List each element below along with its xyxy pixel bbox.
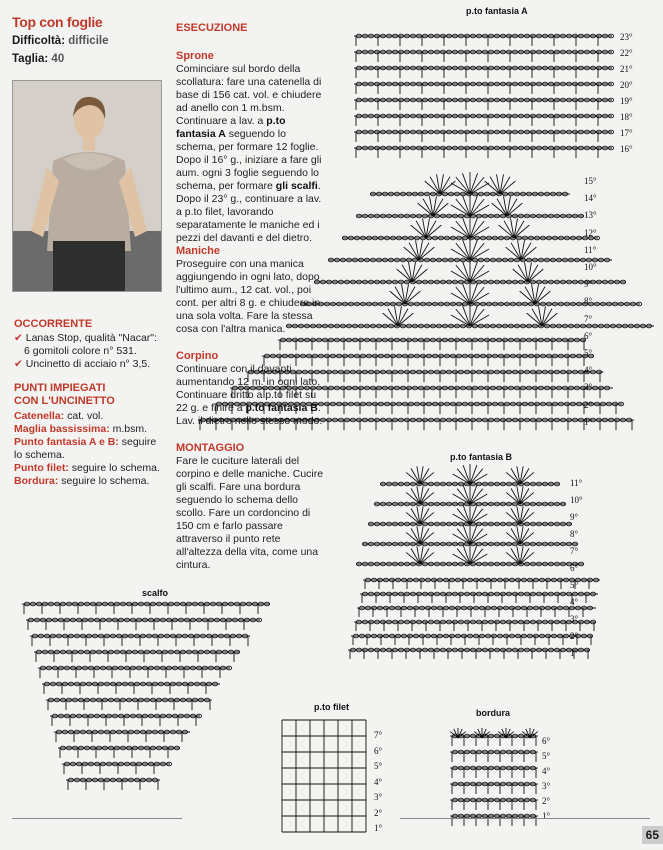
filet-row-number: 5° bbox=[374, 761, 383, 771]
fantasia-b-row-number: 5° bbox=[570, 580, 579, 590]
size-label: Taglia: bbox=[12, 53, 49, 65]
bordura-row-number: 1° bbox=[542, 811, 551, 821]
fantasia-a-row-number: 12° bbox=[584, 227, 597, 238]
fantasia-b-row-number: 11° bbox=[570, 478, 583, 488]
stitch-desc: seguire lo schema. bbox=[71, 462, 160, 474]
filet-row-number: 6° bbox=[374, 745, 383, 756]
fantasia-a-row-number: 6° bbox=[584, 330, 593, 341]
fantasia-b-row-number: 3° bbox=[570, 614, 579, 624]
fantasia-a-row-number: 5° bbox=[584, 348, 593, 358]
fantasia-b-row-number: 8° bbox=[570, 529, 579, 539]
filet-row-number: 3° bbox=[374, 792, 383, 802]
corpino-heading: Corpino bbox=[176, 350, 219, 362]
stitch-name: Bordura: bbox=[14, 475, 59, 487]
fantasia-b-row-number: 4° bbox=[570, 597, 579, 607]
check-icon: ✔ bbox=[14, 358, 23, 370]
list-item-text: Lanas Stop, qualità "Nacar": 6 gomitoli colore n° 531. bbox=[24, 332, 157, 357]
paragraph-text: . Lav. il dietro nello stesso modo. bbox=[176, 402, 323, 427]
fantasia-a-row-number: 17° bbox=[620, 128, 633, 138]
fantasia-a-row-number: 3° bbox=[584, 382, 593, 393]
filet-row-number: 2° bbox=[374, 807, 383, 818]
fantasia-a-row-number: 8° bbox=[584, 296, 593, 307]
stitch-desc: seguire lo schema. bbox=[61, 475, 150, 487]
fantasia-a-row-number: 21° bbox=[620, 64, 633, 74]
page-title: Top con foglie bbox=[12, 14, 103, 30]
paragraph-bold: p.to fantasia A bbox=[176, 115, 286, 140]
fantasia-a-row-number: 4° bbox=[584, 365, 593, 376]
montaggio-heading: MONTAGGIO bbox=[176, 442, 245, 454]
stitch-desc: cat. vol. bbox=[67, 410, 104, 422]
occorrente-heading: OCCORRENTE bbox=[14, 318, 93, 330]
fantasia-a-row-number: 22° bbox=[620, 48, 633, 58]
fantasia-a-row-number: 19° bbox=[620, 96, 633, 106]
maniche-text: Proseguire con una manica aggiungendo in ogni lato, dopo l'ultimo aum., 12 cat. vol., poi cont. per altri 8 g. e chiudere in una sola volta. Fare la stessa cosa con l'altra manica. bbox=[176, 258, 321, 335]
fantasia-a-row-number: 7° bbox=[584, 313, 593, 324]
stitch-desc: seguire lo schema. bbox=[14, 436, 157, 461]
fantasia-b-row-number: 9° bbox=[570, 512, 579, 522]
paragraph-text: Continuare con il davanti aumentando 12 m. in ogni lato. Continuare dritto a p.to filet su 22 g. e finire a bbox=[176, 363, 321, 414]
page-number: 65 bbox=[642, 826, 663, 844]
fantasia-a-row-number: 1° bbox=[584, 416, 593, 427]
chart-label-filet: p.to filet bbox=[314, 702, 349, 712]
bordura-row-number: 6° bbox=[542, 736, 551, 746]
filet-row-number: 4° bbox=[374, 776, 383, 787]
fantasia-a-row-number: 11° bbox=[584, 244, 597, 255]
montaggio-text: Fare le cuciture laterali del corpino e delle maniche. Cucire gli scalfi. Fare una bordura seguendo lo schema dello scollo. Fare un cordoncino di 150 cm e farlo passare attraverso il punto rete all'altezza della vita, come una cintura. bbox=[176, 455, 324, 571]
fantasia-b-row-number: 7° bbox=[570, 546, 579, 556]
paragraph-bold: gli scalfi bbox=[275, 180, 318, 192]
divider bbox=[400, 818, 650, 819]
fantasia-a-row-number: 16° bbox=[620, 144, 633, 154]
fantasia-a-row-number: 14° bbox=[584, 193, 597, 204]
fantasia-b-row-number: 2° bbox=[570, 631, 579, 641]
fantasia-a-row-number: 2° bbox=[584, 399, 593, 410]
filet-row-number: 7° bbox=[374, 730, 383, 740]
fantasia-a-row-number: 23° bbox=[620, 32, 633, 42]
divider bbox=[12, 818, 182, 819]
stitch-name: Punto fantasia A e B: bbox=[14, 436, 119, 448]
stitch-name: Maglia bassissima: bbox=[14, 423, 110, 435]
paragraph-text: seguendo lo schema, per formare 12 foglie. Dopo il 16° g., iniziare a fare gli aum. ogni 3 foglie seguendo lo schema, per formare bbox=[176, 128, 322, 192]
fantasia-b-row-number: 6° bbox=[570, 563, 579, 573]
fantasia-a-row-number: 18° bbox=[620, 112, 633, 122]
stitch-name: Catenella: bbox=[14, 410, 65, 422]
fantasia-a-row-number: 9° bbox=[584, 279, 593, 290]
bordura-row-number: 5° bbox=[542, 751, 551, 761]
chart-label-scalfo: scalfo bbox=[142, 588, 169, 598]
bordura-row-number: 4° bbox=[542, 766, 551, 776]
chart-label-fantasia-a: p.to fantasia A bbox=[466, 6, 528, 16]
fantasia-a-row-number: 20° bbox=[620, 80, 633, 90]
chart-label-bordura: bordura bbox=[476, 708, 511, 718]
list-item-text: Uncinetto di acciaio n° 3,5. bbox=[25, 358, 151, 370]
esecuzione-heading: ESECUZIONE bbox=[176, 22, 248, 34]
punti-heading-line: PUNTI IMPIEGATI bbox=[14, 382, 106, 394]
bordura-row-number: 2° bbox=[542, 796, 551, 806]
punti-heading-line: CON L'UNCINETTO bbox=[14, 395, 115, 407]
difficulty-value: difficile bbox=[68, 35, 109, 47]
difficulty-label: Difficoltà: bbox=[12, 35, 66, 47]
fantasia-a-row-number: 10° bbox=[584, 262, 597, 272]
stitch-name: Punto filet: bbox=[14, 462, 69, 474]
check-icon: ✔ bbox=[14, 332, 23, 344]
fantasia-a-row-number: 13° bbox=[584, 210, 597, 221]
fantasia-b-row-number: 10° bbox=[570, 495, 583, 505]
size-value: 40 bbox=[51, 53, 65, 65]
maniche-heading: Maniche bbox=[176, 245, 221, 257]
sprone-heading: Sprone bbox=[176, 50, 214, 62]
bordura-row-number: 3° bbox=[542, 781, 551, 791]
stitch-desc: m.bsm. bbox=[112, 423, 148, 435]
paragraph-text: Cominciare sul bordo della scollatura: fare una catenella di base di 156 cat. vol. e chiudere ad anello con 1 m.bsm. Continuare a lav. a bbox=[176, 63, 322, 127]
paragraph-bold: p.to fantasia B bbox=[245, 402, 318, 414]
paragraph-text: . Dopo il 23° g., continuare a lav. a p.to filet, lavorando separatamente le maniche ed i pezzi del davanti e del dietro. bbox=[176, 180, 322, 244]
filet-row-number: 1° bbox=[374, 823, 383, 833]
fantasia-b-row-number: 1° bbox=[570, 648, 579, 658]
fantasia-a-row-number: 15° bbox=[584, 176, 597, 186]
chart-label-fantasia-b: p.to fantasia B bbox=[450, 452, 513, 462]
